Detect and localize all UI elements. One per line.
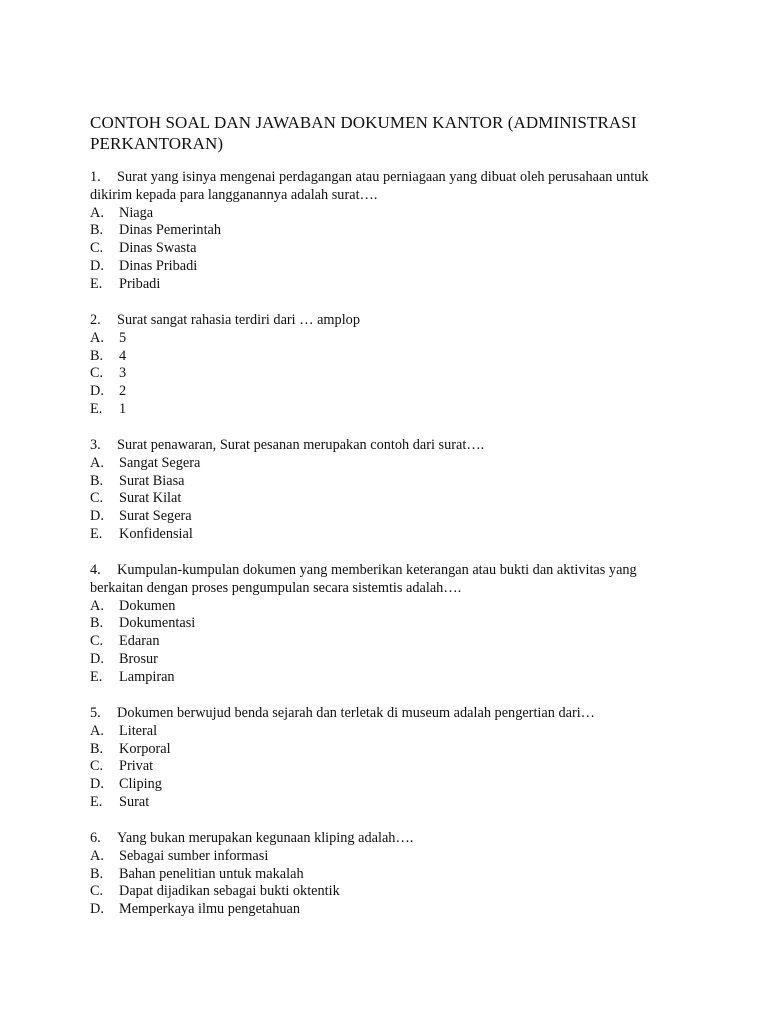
question-stem	[90, 562, 690, 598]
option-e	[90, 276, 690, 294]
question-text: Surat penawaran, Surat pesanan merupakan contoh dari surat….	[117, 437, 485, 453]
question-number: 6.	[90, 830, 101, 846]
option-e	[90, 401, 690, 419]
option-text: Niaga	[119, 204, 154, 221]
option-d	[90, 901, 690, 919]
option-letter: A.	[90, 329, 104, 346]
option-letter: E.	[90, 275, 103, 292]
option-letter: C.	[90, 490, 104, 507]
option-letter: B.	[90, 740, 104, 757]
option-letter: A.	[90, 722, 104, 739]
question-4	[90, 562, 690, 687]
option-letter: B.	[90, 615, 104, 632]
option-d	[90, 383, 690, 401]
option-c	[90, 633, 690, 651]
question-text: Kumpulan-kumpulan dokumen yang memberikan keterangan atau bukti dan aktivitas yang berkaitan dengan proses pengumpulan secara sistemtis adalah….	[90, 562, 637, 596]
option-letter: E.	[90, 400, 103, 417]
option-c	[90, 365, 690, 383]
option-e	[90, 526, 690, 544]
question-text: Surat yang isinya mengenai perdagangan atau perniagaan yang dibuat oleh perusahaan untuk dikirim kepada para langganannya adalah surat….	[90, 169, 649, 203]
option-letter: A.	[90, 847, 104, 864]
option-text: 4	[119, 347, 127, 364]
option-letter: A.	[90, 597, 104, 614]
option-text: Dokumen	[119, 597, 176, 614]
question-stem	[90, 705, 690, 723]
question-number: 1.	[90, 169, 101, 185]
option-text: Dinas Pribadi	[119, 257, 198, 274]
question-text: Dokumen berwujud benda sejarah dan terletak di museum adalah pengertian dari…	[117, 705, 595, 721]
option-text: Dokumentasi	[119, 615, 196, 632]
option-letter: D.	[90, 901, 104, 918]
option-c	[90, 240, 690, 258]
question-stem	[90, 437, 690, 455]
option-letter: C.	[90, 633, 104, 650]
option-text: Cliping	[119, 776, 162, 793]
option-text: Surat Kilat	[119, 490, 182, 507]
option-text: 5	[119, 329, 127, 346]
option-letter: B.	[90, 347, 104, 364]
option-text: Dinas Pemerintah	[119, 222, 222, 239]
option-c	[90, 758, 690, 776]
question-number: 4.	[90, 562, 101, 578]
option-text: Pribadi	[119, 275, 161, 292]
option-letter: B.	[90, 865, 104, 882]
option-b	[90, 615, 690, 633]
option-e	[90, 669, 690, 687]
option-text: Konfidensial	[119, 525, 193, 542]
option-letter: D.	[90, 776, 104, 793]
option-text: Lampiran	[119, 668, 175, 685]
question-5	[90, 705, 690, 812]
option-b	[90, 222, 690, 240]
option-c	[90, 883, 690, 901]
option-text: Brosur	[119, 650, 158, 667]
question-number: 3.	[90, 437, 101, 453]
question-1	[90, 169, 690, 294]
option-a	[90, 598, 690, 616]
option-text: Surat	[119, 793, 150, 810]
option-letter: E.	[90, 525, 103, 542]
option-text: Memperkaya ilmu pengetahuan	[119, 901, 301, 918]
option-text: Sebagai sumber informasi	[119, 847, 269, 864]
option-text: Dapat dijadikan sebagai bukti oktentik	[119, 883, 340, 900]
option-text: Privat	[119, 758, 154, 775]
option-text: Sangat Segera	[119, 454, 201, 471]
option-d	[90, 651, 690, 669]
question-stem	[90, 830, 690, 848]
option-text: Korporal	[119, 740, 171, 757]
option-a	[90, 848, 690, 866]
option-b	[90, 741, 690, 759]
option-d	[90, 258, 690, 276]
option-c	[90, 490, 690, 508]
option-letter: B.	[90, 472, 104, 489]
option-text: 3	[119, 365, 127, 382]
option-text: 2	[119, 383, 127, 400]
option-text: Literal	[119, 722, 158, 739]
question-text: Yang bukan merupakan kegunaan kliping adalah….	[117, 830, 414, 846]
question-3	[90, 437, 690, 544]
option-letter: C.	[90, 240, 104, 257]
option-text: 1	[119, 400, 127, 417]
option-letter: A.	[90, 454, 104, 471]
option-a	[90, 723, 690, 741]
option-a	[90, 330, 690, 348]
option-text: Dinas Swasta	[119, 240, 197, 257]
option-letter: E.	[90, 668, 103, 685]
option-letter: D.	[90, 508, 104, 525]
option-a	[90, 455, 690, 473]
option-text: Bahan penelitian untuk makalah	[119, 865, 304, 882]
question-text: Surat sangat rahasia terdiri dari … amplop	[117, 312, 360, 328]
option-letter: C.	[90, 758, 104, 775]
question-2	[90, 312, 690, 419]
option-e	[90, 794, 690, 812]
option-text: Edaran	[119, 633, 160, 650]
option-b	[90, 348, 690, 366]
option-text: Surat Segera	[119, 508, 192, 525]
option-d	[90, 776, 690, 794]
question-stem	[90, 169, 690, 205]
question-6	[90, 830, 690, 919]
option-letter: D.	[90, 383, 104, 400]
option-d	[90, 508, 690, 526]
option-b	[90, 473, 690, 491]
option-letter: E.	[90, 793, 103, 810]
option-letter: C.	[90, 883, 104, 900]
option-letter: C.	[90, 365, 104, 382]
option-letter: B.	[90, 222, 104, 239]
option-letter: D.	[90, 650, 104, 667]
question-number: 2.	[90, 312, 101, 328]
option-b	[90, 866, 690, 884]
option-letter: A.	[90, 204, 104, 221]
option-a	[90, 205, 690, 223]
question-number: 5.	[90, 705, 101, 721]
option-letter: D.	[90, 257, 104, 274]
document-title: CONTOH SOAL DAN JAWABAN DOKUMEN KANTOR (ADMINISTRASI PERKANTORAN)	[90, 113, 637, 153]
option-text: Surat Biasa	[119, 472, 185, 489]
question-stem	[90, 312, 690, 330]
